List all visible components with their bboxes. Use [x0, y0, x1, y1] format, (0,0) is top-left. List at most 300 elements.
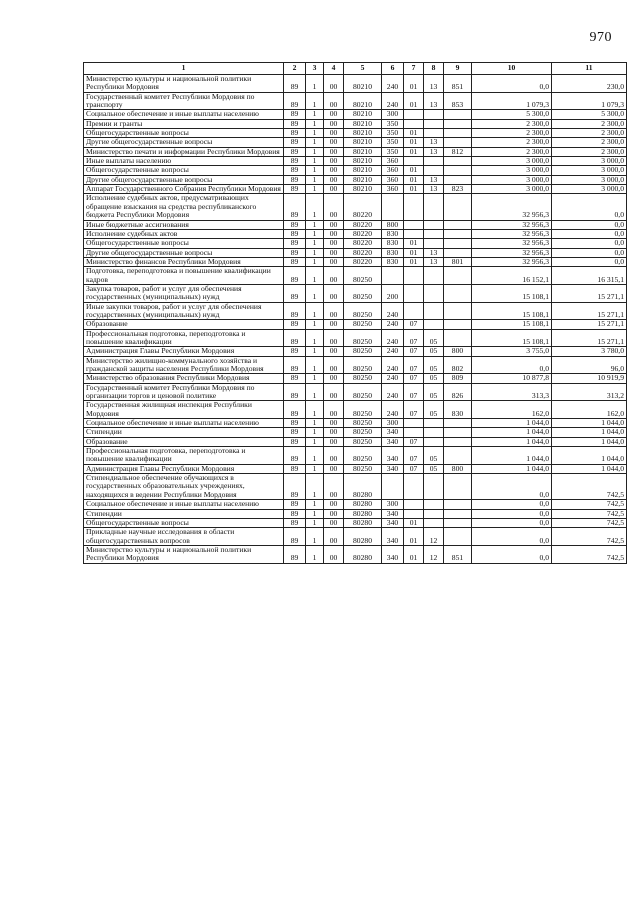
- code-cell: 80210: [344, 129, 382, 138]
- table-row: [84, 500, 627, 509]
- code-cell: 00: [324, 185, 344, 194]
- code-cell: 1: [306, 175, 324, 184]
- code-cell: 812: [444, 147, 472, 156]
- code-cell: 1: [306, 229, 324, 238]
- row-name-cell: Общегосударственные вопросы: [84, 166, 284, 175]
- code-cell: [424, 284, 444, 302]
- code-cell: [404, 194, 424, 220]
- code-cell: 800: [444, 464, 472, 473]
- amount-cell: 0,0: [472, 75, 552, 93]
- code-cell: 1: [306, 374, 324, 383]
- row-name-cell: Иные выплаты населению: [84, 157, 284, 166]
- column-header: 3: [306, 63, 324, 75]
- code-cell: 00: [324, 267, 344, 285]
- code-cell: 01: [404, 248, 424, 257]
- code-cell: [424, 119, 444, 128]
- table-row: [84, 166, 627, 175]
- code-cell: 89: [284, 528, 306, 546]
- code-cell: 00: [324, 119, 344, 128]
- code-cell: 07: [404, 320, 424, 329]
- code-cell: 89: [284, 110, 306, 119]
- row-name-cell: Подготовка, переподготовка и повышение квалификации кадров: [84, 267, 284, 285]
- table-row: [84, 284, 627, 302]
- code-cell: [424, 474, 444, 500]
- amount-cell: 742,5: [552, 545, 627, 563]
- column-header: 5: [344, 63, 382, 75]
- code-cell: 830: [382, 229, 404, 238]
- table-row: [84, 248, 627, 257]
- code-cell: 89: [284, 545, 306, 563]
- code-cell: 00: [324, 528, 344, 546]
- code-cell: 89: [284, 509, 306, 518]
- code-cell: 80250: [344, 329, 382, 347]
- code-cell: 1: [306, 119, 324, 128]
- code-cell: [444, 175, 472, 184]
- code-cell: 80220: [344, 239, 382, 248]
- code-cell: [424, 509, 444, 518]
- code-cell: 89: [284, 320, 306, 329]
- amount-cell: 1 079,3: [472, 92, 552, 110]
- row-name-cell: Исполнение судебных актов, предусматривающих обращение взыскания на средства республиканского бюджета Республики Мордовия: [84, 194, 284, 220]
- amount-cell: 1 079,3: [552, 92, 627, 110]
- amount-cell: 0,0: [552, 257, 627, 266]
- amount-cell: 742,5: [552, 500, 627, 509]
- amount-cell: 2 300,0: [472, 119, 552, 128]
- code-cell: 13: [424, 92, 444, 110]
- code-cell: 89: [284, 75, 306, 93]
- code-cell: 300: [382, 110, 404, 119]
- amount-cell: 0,0: [472, 474, 552, 500]
- code-cell: 05: [424, 347, 444, 356]
- amount-cell: 15 108,1: [472, 284, 552, 302]
- code-cell: 80250: [344, 437, 382, 446]
- code-cell: 07: [404, 447, 424, 465]
- code-cell: 1: [306, 138, 324, 147]
- column-header: 4: [324, 63, 344, 75]
- code-cell: [444, 248, 472, 257]
- code-cell: 01: [404, 185, 424, 194]
- code-cell: 89: [284, 129, 306, 138]
- code-cell: 80220: [344, 257, 382, 266]
- table-row: [84, 267, 627, 285]
- row-name-cell: Министерство жилищно-коммунального хозяйства и гражданской защиты населения Республики Мордовия: [84, 356, 284, 374]
- amount-cell: 32 956,3: [472, 220, 552, 229]
- code-cell: 05: [424, 464, 444, 473]
- code-cell: [444, 229, 472, 238]
- code-cell: [444, 239, 472, 248]
- amount-cell: 32 956,3: [472, 194, 552, 220]
- table-row: [84, 239, 627, 248]
- amount-cell: 0,0: [552, 220, 627, 229]
- code-cell: 05: [424, 374, 444, 383]
- amount-cell: 1 044,0: [552, 437, 627, 446]
- amount-cell: 1 044,0: [472, 428, 552, 437]
- code-cell: [444, 220, 472, 229]
- row-name-cell: Стипендиальное обеспечение обучающихся в государственных образовательных учреждениях, находящихся в ведении Республики Мордовия: [84, 474, 284, 500]
- code-cell: 00: [324, 419, 344, 428]
- amount-cell: 1 044,0: [552, 464, 627, 473]
- row-name-cell: Социальное обеспечение и иные выплаты населению: [84, 500, 284, 509]
- code-cell: 00: [324, 166, 344, 175]
- code-cell: 80220: [344, 220, 382, 229]
- code-cell: 01: [404, 75, 424, 93]
- code-cell: [444, 474, 472, 500]
- row-name-cell: Общегосударственные вопросы: [84, 518, 284, 527]
- amount-cell: 5 300,0: [472, 110, 552, 119]
- code-cell: 80210: [344, 157, 382, 166]
- amount-cell: 3 000,0: [472, 185, 552, 194]
- table-row: [84, 509, 627, 518]
- code-cell: 240: [382, 302, 404, 320]
- row-name-cell: Администрация Главы Республики Мордовия: [84, 464, 284, 473]
- amount-cell: 0,0: [472, 545, 552, 563]
- code-cell: 07: [404, 437, 424, 446]
- code-cell: 802: [444, 356, 472, 374]
- code-cell: 89: [284, 284, 306, 302]
- code-cell: 00: [324, 302, 344, 320]
- code-cell: [424, 157, 444, 166]
- code-cell: 01: [404, 545, 424, 563]
- code-cell: 89: [284, 419, 306, 428]
- code-cell: [404, 220, 424, 229]
- code-cell: 05: [424, 329, 444, 347]
- amount-cell: 3 755,0: [472, 347, 552, 356]
- code-cell: 1: [306, 419, 324, 428]
- code-cell: 89: [284, 474, 306, 500]
- code-cell: [424, 229, 444, 238]
- code-cell: 340: [382, 545, 404, 563]
- table-row: [84, 401, 627, 419]
- code-cell: 00: [324, 509, 344, 518]
- code-cell: 89: [284, 157, 306, 166]
- row-name-cell: Прикладные научные исследования в области общегосударственных вопросов: [84, 528, 284, 546]
- row-name-cell: Общегосударственные вопросы: [84, 239, 284, 248]
- code-cell: 340: [382, 464, 404, 473]
- row-name-cell: Образование: [84, 320, 284, 329]
- code-cell: 1: [306, 267, 324, 285]
- code-cell: 1: [306, 75, 324, 93]
- code-cell: 80250: [344, 347, 382, 356]
- code-cell: [404, 474, 424, 500]
- table-row: [84, 447, 627, 465]
- code-cell: [404, 284, 424, 302]
- amount-cell: 0,0: [472, 500, 552, 509]
- code-cell: 240: [382, 401, 404, 419]
- code-cell: 00: [324, 383, 344, 401]
- code-cell: 07: [404, 356, 424, 374]
- code-cell: [404, 419, 424, 428]
- code-cell: 240: [382, 329, 404, 347]
- amount-cell: 15 108,1: [472, 302, 552, 320]
- table-row: [84, 329, 627, 347]
- code-cell: [404, 110, 424, 119]
- code-cell: 826: [444, 383, 472, 401]
- code-cell: 360: [382, 166, 404, 175]
- table-row: [84, 302, 627, 320]
- code-cell: 340: [382, 509, 404, 518]
- code-cell: 823: [444, 185, 472, 194]
- code-cell: [424, 320, 444, 329]
- row-name-cell: Закупка товаров, работ и услуг для обеспечения государственных (муниципальных) нужд: [84, 284, 284, 302]
- code-cell: 200: [382, 284, 404, 302]
- code-cell: 89: [284, 229, 306, 238]
- code-cell: 07: [404, 383, 424, 401]
- code-cell: 80210: [344, 147, 382, 156]
- code-cell: 1: [306, 401, 324, 419]
- row-name-cell: Администрация Главы Республики Мордовия: [84, 347, 284, 356]
- code-cell: [424, 500, 444, 509]
- code-cell: 1: [306, 356, 324, 374]
- code-cell: 00: [324, 138, 344, 147]
- code-cell: 00: [324, 110, 344, 119]
- code-cell: [444, 500, 472, 509]
- budget-table: [83, 62, 627, 564]
- code-cell: [444, 284, 472, 302]
- column-header: 11: [552, 63, 627, 75]
- code-cell: 01: [404, 138, 424, 147]
- code-cell: 00: [324, 447, 344, 465]
- row-name-cell: Стипендии: [84, 509, 284, 518]
- code-cell: 340: [382, 447, 404, 465]
- amount-cell: 0,0: [472, 356, 552, 374]
- code-cell: 00: [324, 75, 344, 93]
- code-cell: 240: [382, 347, 404, 356]
- code-cell: 00: [324, 320, 344, 329]
- code-cell: 80250: [344, 428, 382, 437]
- row-name-cell: Государственная жилищная инспекция Республики Мордовия: [84, 401, 284, 419]
- table-row: [84, 110, 627, 119]
- amount-cell: 5 300,0: [552, 110, 627, 119]
- code-cell: 1: [306, 110, 324, 119]
- code-cell: 80280: [344, 518, 382, 527]
- code-cell: 13: [424, 248, 444, 257]
- amount-cell: 2 300,0: [472, 138, 552, 147]
- amount-cell: 3 000,0: [472, 175, 552, 184]
- amount-cell: 15 271,1: [552, 329, 627, 347]
- code-cell: 240: [382, 75, 404, 93]
- column-header: 10: [472, 63, 552, 75]
- amount-cell: 1 044,0: [472, 419, 552, 428]
- amount-cell: 742,5: [552, 528, 627, 546]
- code-cell: 80210: [344, 119, 382, 128]
- code-cell: 00: [324, 401, 344, 419]
- code-cell: 1: [306, 347, 324, 356]
- table-row: [84, 175, 627, 184]
- code-cell: [424, 194, 444, 220]
- table-row: [84, 464, 627, 473]
- code-cell: 07: [404, 464, 424, 473]
- amount-cell: 3 000,0: [552, 166, 627, 175]
- code-cell: 80210: [344, 110, 382, 119]
- code-cell: [404, 119, 424, 128]
- code-cell: 851: [444, 75, 472, 93]
- amount-cell: 162,0: [472, 401, 552, 419]
- row-name-cell: Министерство печати и информации Республики Мордовия: [84, 147, 284, 156]
- amount-cell: 3 780,0: [552, 347, 627, 356]
- table-row: [84, 419, 627, 428]
- amount-cell: 15 108,1: [472, 320, 552, 329]
- code-cell: 00: [324, 257, 344, 266]
- code-cell: 1: [306, 302, 324, 320]
- code-cell: 360: [382, 175, 404, 184]
- code-cell: 340: [382, 437, 404, 446]
- code-cell: 01: [404, 175, 424, 184]
- code-cell: [444, 267, 472, 285]
- code-cell: 00: [324, 356, 344, 374]
- code-cell: 89: [284, 447, 306, 465]
- code-cell: 1: [306, 185, 324, 194]
- code-cell: [444, 194, 472, 220]
- code-cell: 00: [324, 239, 344, 248]
- row-name-cell: Государственный комитет Республики Мордовия по транспорту: [84, 92, 284, 110]
- amount-cell: 0,0: [552, 194, 627, 220]
- code-cell: [444, 329, 472, 347]
- code-cell: 1: [306, 129, 324, 138]
- code-cell: [424, 110, 444, 119]
- code-cell: 00: [324, 248, 344, 257]
- code-cell: [382, 474, 404, 500]
- code-cell: 350: [382, 119, 404, 128]
- amount-cell: 2 300,0: [552, 119, 627, 128]
- code-cell: 1: [306, 509, 324, 518]
- code-cell: 12: [424, 545, 444, 563]
- code-cell: 89: [284, 347, 306, 356]
- table-header-row: [84, 63, 627, 75]
- code-cell: 89: [284, 428, 306, 437]
- code-cell: 830: [382, 239, 404, 248]
- code-cell: 80220: [344, 248, 382, 257]
- row-name-cell: Министерство культуры и национальной политики Республики Мордовия: [84, 75, 284, 93]
- code-cell: 80250: [344, 284, 382, 302]
- amount-cell: 0,0: [552, 239, 627, 248]
- code-cell: [444, 119, 472, 128]
- column-header: 8: [424, 63, 444, 75]
- code-cell: 00: [324, 92, 344, 110]
- code-cell: 80250: [344, 356, 382, 374]
- code-cell: 01: [404, 239, 424, 248]
- code-cell: 350: [382, 147, 404, 156]
- code-cell: 00: [324, 129, 344, 138]
- code-cell: 1: [306, 157, 324, 166]
- code-cell: 240: [382, 374, 404, 383]
- row-name-cell: Профессиональная подготовка, переподготовка и повышение квалификации: [84, 329, 284, 347]
- code-cell: 80250: [344, 320, 382, 329]
- code-cell: [444, 419, 472, 428]
- code-cell: 89: [284, 175, 306, 184]
- row-name-cell: Другие общегосударственные вопросы: [84, 248, 284, 257]
- row-name-cell: Иные закупки товаров, работ и услуг для обеспечения государственных (муниципальных) нужд: [84, 302, 284, 320]
- table-row: [84, 374, 627, 383]
- code-cell: 89: [284, 500, 306, 509]
- code-cell: [444, 518, 472, 527]
- code-cell: 830: [382, 257, 404, 266]
- amount-cell: 10 919,9: [552, 374, 627, 383]
- code-cell: 80250: [344, 374, 382, 383]
- code-cell: 89: [284, 220, 306, 229]
- code-cell: 89: [284, 185, 306, 194]
- code-cell: [424, 267, 444, 285]
- amount-cell: 1 044,0: [472, 464, 552, 473]
- amount-cell: 96,0: [552, 356, 627, 374]
- amount-cell: 15 271,1: [552, 302, 627, 320]
- code-cell: [424, 437, 444, 446]
- code-cell: 1: [306, 220, 324, 229]
- amount-cell: 1 044,0: [472, 447, 552, 465]
- code-cell: 89: [284, 257, 306, 266]
- table-row: [84, 347, 627, 356]
- code-cell: 07: [404, 329, 424, 347]
- code-cell: 00: [324, 147, 344, 156]
- code-cell: 80220: [344, 229, 382, 238]
- amount-cell: 1 044,0: [472, 437, 552, 446]
- code-cell: 300: [382, 419, 404, 428]
- code-cell: 1: [306, 329, 324, 347]
- row-name-cell: Другие общегосударственные вопросы: [84, 138, 284, 147]
- code-cell: 00: [324, 284, 344, 302]
- code-cell: [444, 166, 472, 175]
- code-cell: 240: [382, 383, 404, 401]
- table-row: [84, 194, 627, 220]
- amount-cell: 1 044,0: [552, 419, 627, 428]
- amount-cell: 32 956,3: [472, 239, 552, 248]
- amount-cell: 742,5: [552, 509, 627, 518]
- amount-cell: 3 000,0: [472, 157, 552, 166]
- code-cell: [424, 166, 444, 175]
- code-cell: [424, 518, 444, 527]
- table-body: [84, 75, 627, 564]
- code-cell: 830: [444, 401, 472, 419]
- code-cell: 00: [324, 518, 344, 527]
- column-header: 7: [404, 63, 424, 75]
- code-cell: 89: [284, 166, 306, 175]
- code-cell: 00: [324, 464, 344, 473]
- code-cell: 1: [306, 447, 324, 465]
- code-cell: [424, 419, 444, 428]
- table-row: [84, 545, 627, 563]
- code-cell: 1: [306, 248, 324, 257]
- code-cell: 1: [306, 257, 324, 266]
- amount-cell: 15 271,1: [552, 284, 627, 302]
- amount-cell: 0,0: [472, 509, 552, 518]
- code-cell: 13: [424, 185, 444, 194]
- table-row: [84, 437, 627, 446]
- code-cell: 00: [324, 194, 344, 220]
- table-row: [84, 185, 627, 194]
- code-cell: [382, 194, 404, 220]
- row-name-cell: Социальное обеспечение и иные выплаты населению: [84, 419, 284, 428]
- table-row: [84, 257, 627, 266]
- code-cell: 801: [444, 257, 472, 266]
- amount-cell: 32 956,3: [472, 257, 552, 266]
- row-name-cell: Министерство образования Республики Мордовия: [84, 374, 284, 383]
- amount-cell: 3 000,0: [552, 157, 627, 166]
- code-cell: 340: [382, 518, 404, 527]
- code-cell: 1: [306, 528, 324, 546]
- amount-cell: 2 300,0: [552, 129, 627, 138]
- row-name-cell: Министерство культуры и национальной политики Республики Мордовия: [84, 545, 284, 563]
- amount-cell: 32 956,3: [472, 248, 552, 257]
- code-cell: 851: [444, 545, 472, 563]
- code-cell: [382, 267, 404, 285]
- amount-cell: 2 300,0: [472, 147, 552, 156]
- code-cell: 80280: [344, 474, 382, 500]
- code-cell: 80210: [344, 175, 382, 184]
- code-cell: 89: [284, 194, 306, 220]
- row-name-cell: Иные бюджетные ассигнования: [84, 220, 284, 229]
- code-cell: 89: [284, 248, 306, 257]
- code-cell: 00: [324, 220, 344, 229]
- code-cell: 00: [324, 545, 344, 563]
